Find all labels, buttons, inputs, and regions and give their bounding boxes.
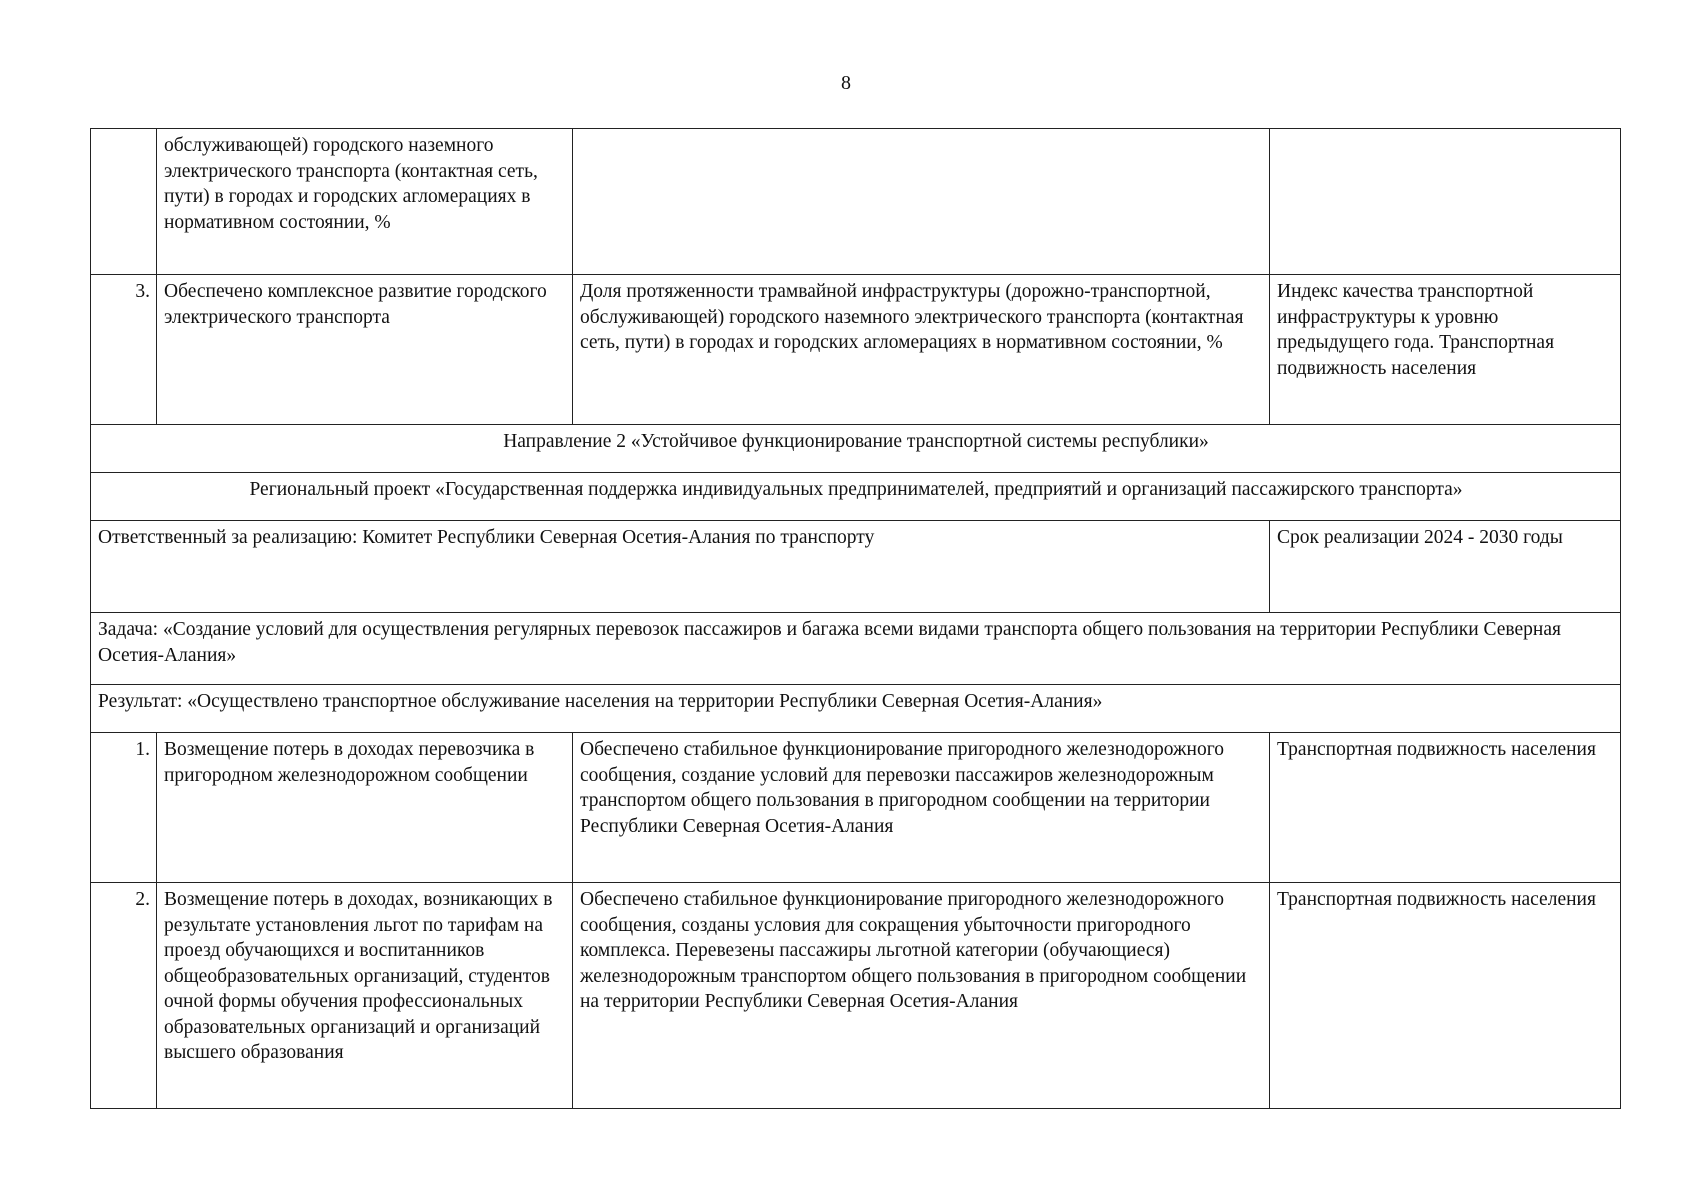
row-number-cell: 3.: [91, 275, 157, 425]
table-row-continuation: [91, 129, 1621, 275]
measure-name-cell: обслуживающей) городского наземного электрического транспорта (контактная сеть, пути) в городах и городских агломерациях в нормативном состоянии, %: [157, 129, 573, 275]
indicator-cell: [1270, 129, 1621, 275]
measure-name-cell: Возмещение потерь в доходах, возникающих в результате установления льгот по тарифам на проезд обучающихся и воспитанников общеобразовательных организаций, студентов очной формы обучения профессиональных образовательных организаций и организаций высшего образования: [157, 883, 573, 1109]
table-row: [91, 883, 1621, 1109]
measure-description-cell: Обеспечено стабильное функционирование пригородного железнодорожного сообщения, создание условий для перевозки пассажиров железнодорожным транспортом общего пользования в пригородном сообщении на территории Республики Северная Осетия-Алания: [573, 733, 1270, 883]
project-row: [91, 473, 1621, 521]
regional-project-title: Региональный проект «Государственная поддержка индивидуальных предпринимателей, предприятий и организаций пассажирского транспорта»: [91, 473, 1621, 521]
measures-table: [90, 128, 1621, 1109]
result-cell: Результат: «Осуществлено транспортное обслуживание населения на территории Республики Северная Осетия-Алания»: [91, 685, 1621, 733]
row-number-cell: [91, 129, 157, 275]
table-row: [91, 733, 1621, 883]
measure-description-cell: [573, 129, 1270, 275]
responsible-row: [91, 521, 1621, 613]
measure-description-cell: Доля протяженности трамвайной инфраструктуры (дорожно-транспортной, обслуживающей) городского наземного электрического транспорта (контактная сеть, пути) в городах и городских агломерациях в нормативном состоянии, %: [573, 275, 1270, 425]
measure-name-cell: Обеспечено комплексное развитие городского электрического транспорта: [157, 275, 573, 425]
task-row: [91, 613, 1621, 685]
responsible-cell: Ответственный за реализацию: Комитет Республики Северная Осетия-Алания по транспорту: [91, 521, 1270, 613]
table-row: [91, 275, 1621, 425]
period-cell: Срок реализации 2024 - 2030 годы: [1270, 521, 1621, 613]
row-number-cell: 1.: [91, 733, 157, 883]
direction-row: [91, 425, 1621, 473]
indicator-cell: Транспортная подвижность населения: [1270, 883, 1621, 1109]
page-number: 8: [841, 72, 851, 94]
row-number-cell: 2.: [91, 883, 157, 1109]
task-cell: Задача: «Создание условий для осуществления регулярных перевозок пассажиров и багажа всеми видами транспорта общего пользования на территории Республики Северная Осетия-Алания»: [91, 613, 1621, 685]
measure-name-cell: Возмещение потерь в доходах перевозчика в пригородном железнодорожном сообщении: [157, 733, 573, 883]
result-row: [91, 685, 1621, 733]
indicator-cell: Индекс качества транспортной инфраструктуры к уровню предыдущего года. Транспортная подвижность населения: [1270, 275, 1621, 425]
indicator-cell: Транспортная подвижность населения: [1270, 733, 1621, 883]
measure-description-cell: Обеспечено стабильное функционирование пригородного железнодорожного сообщения, созданы условия для сокращения убыточности пригородного комплекса. Перевезены пассажиры льготной категории (обучающиеся) железнодорожным транспортом общего пользования в пригородном сообщении на территории Республики Северная Осетия-Алания: [573, 883, 1270, 1109]
direction-title: Направление 2 «Устойчивое функционирование транспортной системы республики»: [91, 425, 1621, 473]
